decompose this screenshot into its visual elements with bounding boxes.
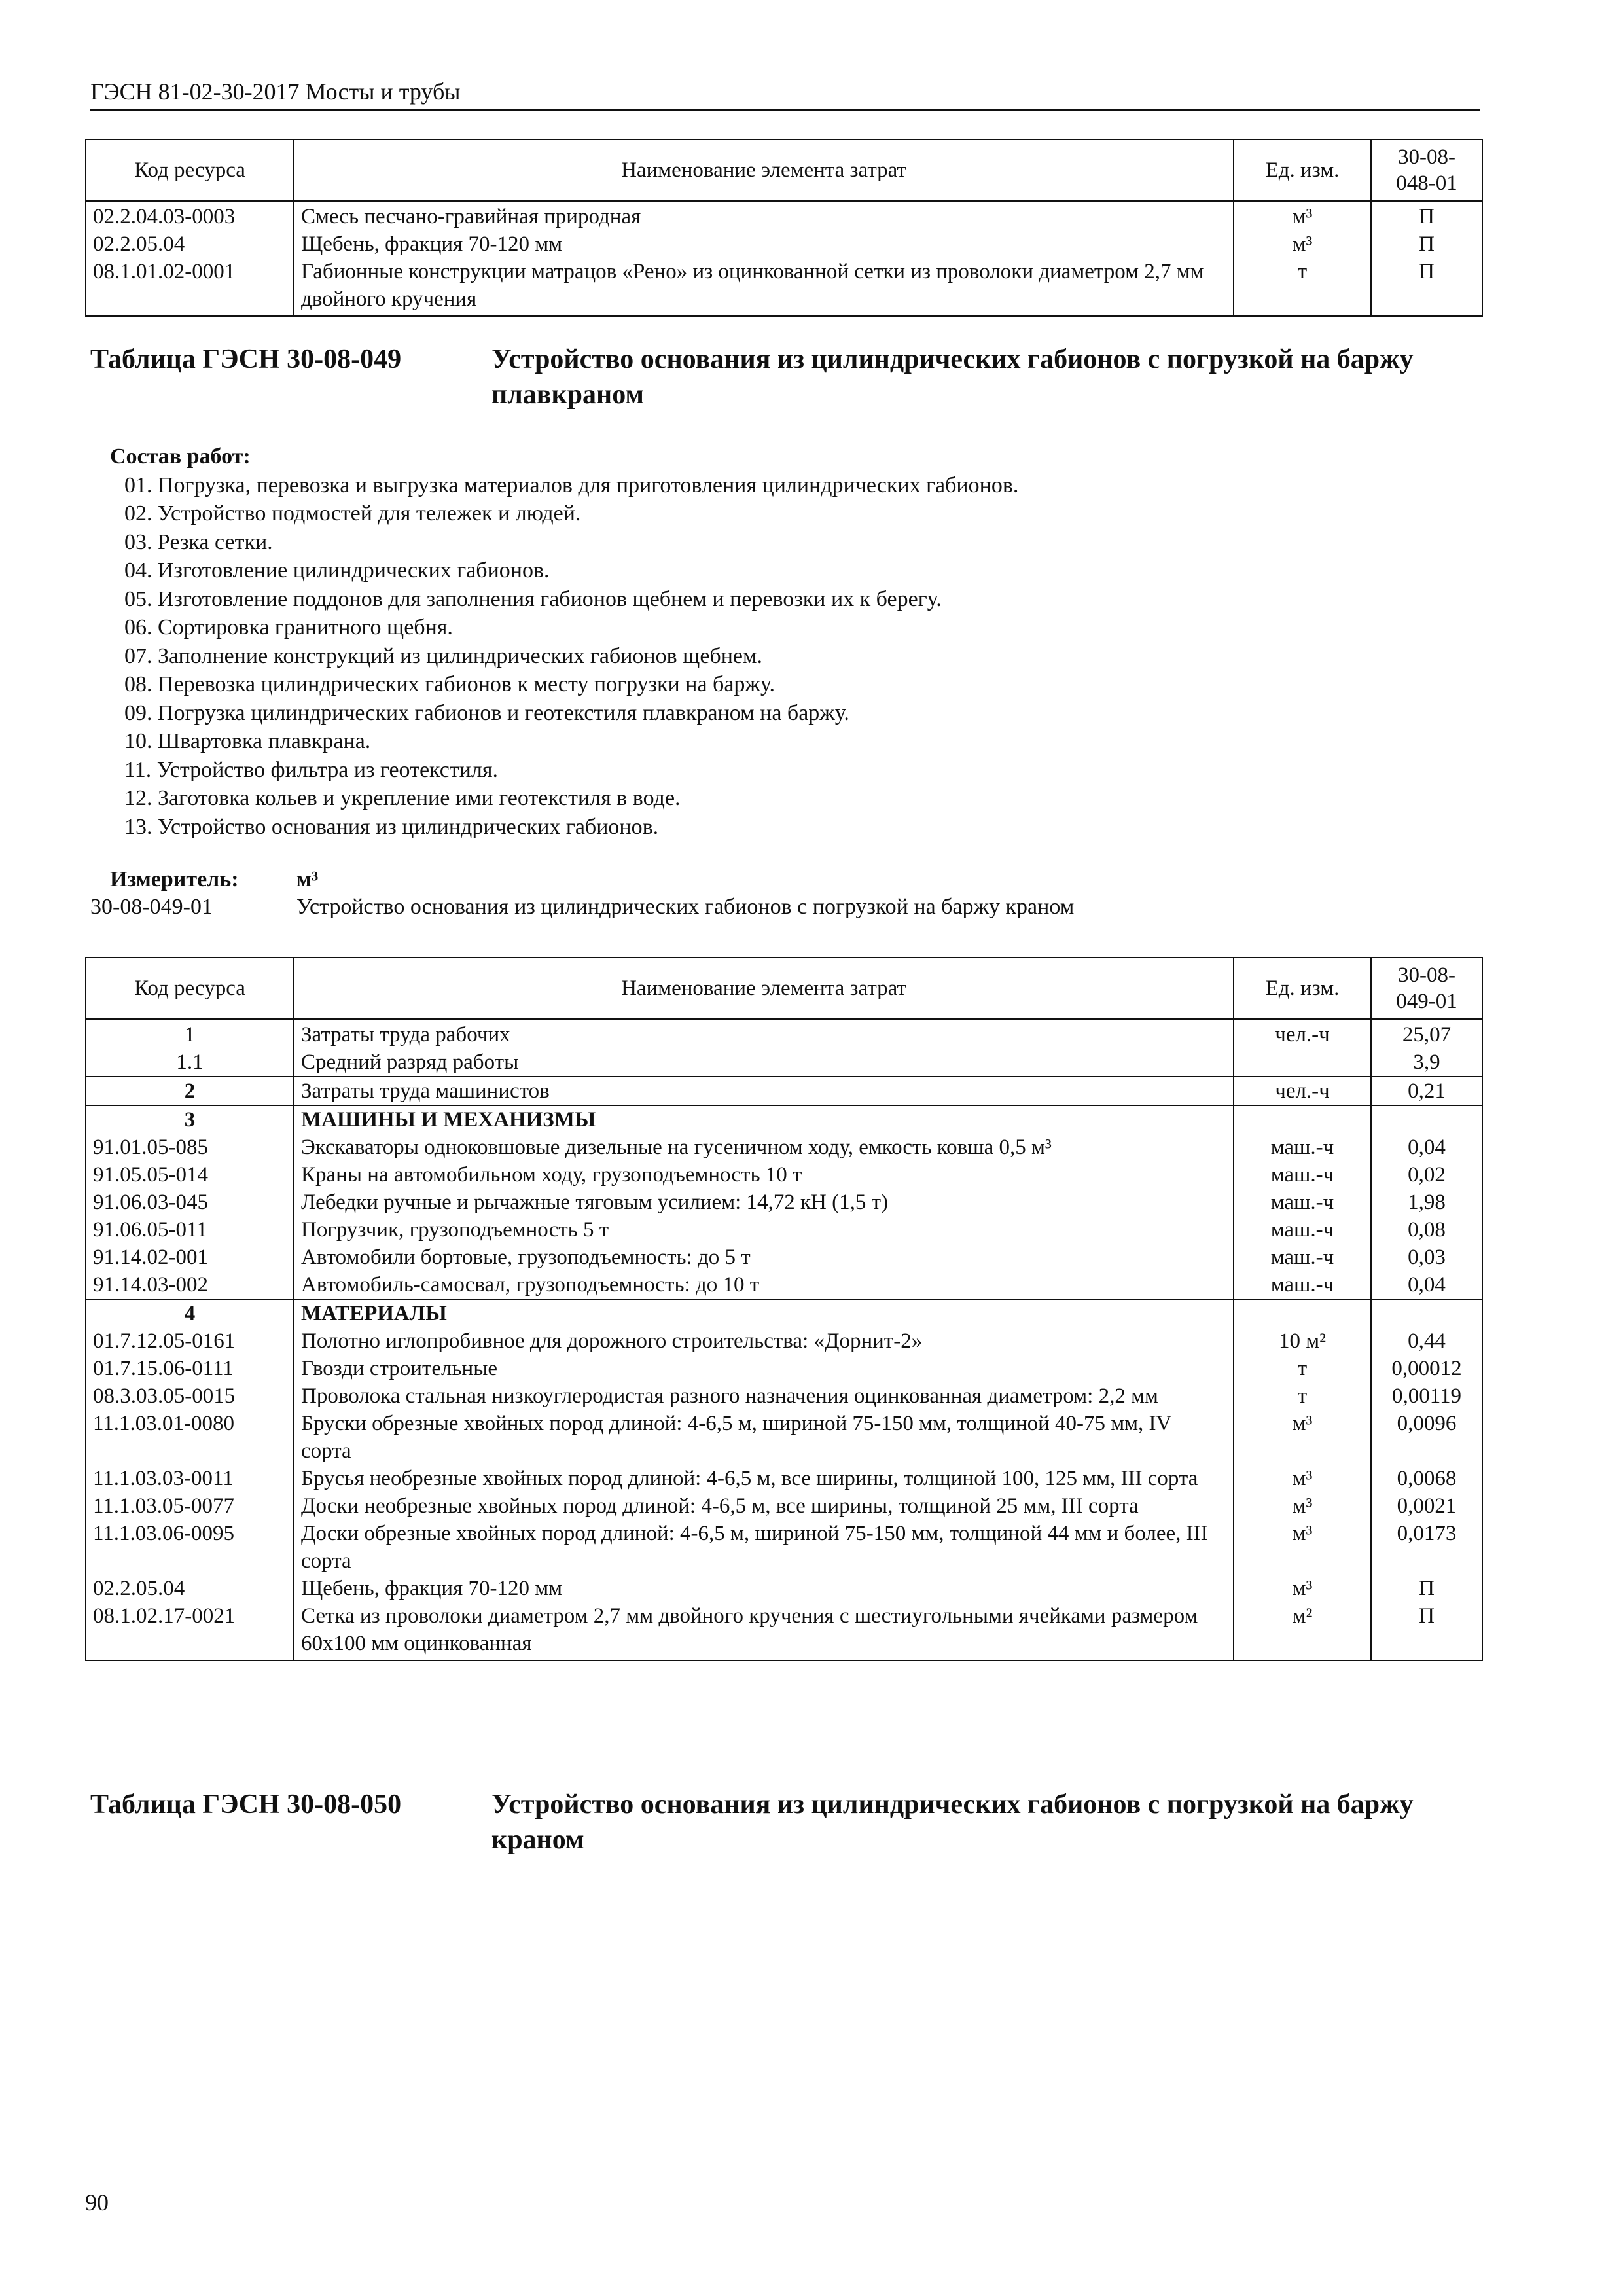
resource-table-048	[85, 139, 1483, 317]
resource-unit: т	[1234, 1355, 1371, 1382]
table-row	[86, 1134, 1482, 1161]
running-header: ГЭСН 81-02-30-2017 Мосты и трубы	[90, 77, 1480, 111]
resource-value: 0,44	[1371, 1327, 1482, 1355]
table-row	[86, 230, 1482, 258]
resource-value: 0,04	[1371, 1134, 1482, 1161]
work-item: 06. Сортировка гранитного щебня.	[124, 615, 453, 639]
resource-name: Погрузчик, грузоподъемность 5 т	[294, 1216, 1234, 1244]
work-item: 08. Перевозка цилиндрических габионов к месту погрузки на баржу.	[124, 672, 776, 696]
resource-code: 91.14.03-002	[86, 1271, 294, 1299]
resource-name: Затраты труда рабочих	[294, 1019, 1234, 1049]
table-row	[86, 1382, 1482, 1410]
resource-value: 0,00012	[1371, 1355, 1482, 1382]
resource-code: 3	[86, 1105, 294, 1134]
work-item: 02. Устройство подмостей для тележек и людей.	[124, 501, 581, 526]
table-row	[86, 1465, 1482, 1492]
resource-code: 91.01.05-085	[86, 1134, 294, 1161]
table-row	[86, 1575, 1482, 1602]
table-row	[86, 1244, 1482, 1271]
work-item: 07. Заполнение конструкций из цилиндрических габионов щебнем.	[124, 643, 763, 668]
resource-code: 11.1.03.05-0077	[86, 1492, 294, 1520]
page-number: 90	[85, 2189, 109, 2215]
table-row	[86, 1105, 1482, 1134]
work-item: 13. Устройство основания из цилиндрических габионов.	[124, 814, 659, 839]
resource-name: Гвозди строительные	[294, 1355, 1234, 1382]
resource-code: 91.06.03-045	[86, 1189, 294, 1216]
col-header-code: Код ресурса	[86, 139, 294, 201]
work-item: 09. Погрузка цилиндрических габионов и геотекстиля плавкраном на баржу.	[124, 700, 849, 725]
table-header-row	[86, 139, 1482, 201]
resource-name: Доски обрезные хвойных пород длиной: 4-6,5 м, шириной 75-150 мм, толщиной 44 мм и более, III сорта	[294, 1520, 1234, 1575]
resource-value: 0,0096	[1371, 1410, 1482, 1465]
resource-name: Доски необрезные хвойных пород длиной: 4-6,5 м, все ширины, толщиной 25 мм, III сорта	[294, 1492, 1234, 1520]
section-heading: МАТЕРИАЛЫ	[294, 1299, 1234, 1327]
resource-value: П	[1371, 1602, 1482, 1660]
resource-value: П	[1371, 1575, 1482, 1602]
resource-code: 11.1.03.01-0080	[86, 1410, 294, 1465]
resource-value: 0,04	[1371, 1271, 1482, 1299]
resource-unit: маш.-ч	[1234, 1216, 1371, 1244]
resource-value: 0,0021	[1371, 1492, 1482, 1520]
table-row	[86, 1520, 1482, 1575]
composition-heading: Состав работ:	[110, 444, 251, 469]
resource-code: 02.2.05.04	[86, 230, 294, 258]
table-label: Таблица ГЭСН 30-08-050	[90, 1789, 402, 1820]
resource-unit: маш.-ч	[1234, 1161, 1371, 1189]
resource-value	[1371, 1299, 1482, 1327]
table-row	[86, 1216, 1482, 1244]
col-header-name: Наименование элемента затрат	[294, 958, 1234, 1019]
resource-name: Экскаваторы одноковшовые дизельные на гусеничном ходу, емкость ковша 0,5 м³	[294, 1134, 1234, 1161]
work-item: 12. Заготовка кольев и укрепление ими геотекстиля в воде.	[124, 786, 681, 810]
rate-code: 30-08-049-01	[90, 895, 213, 919]
resource-unit: маш.-ч	[1234, 1244, 1371, 1271]
resource-unit	[1234, 1049, 1371, 1077]
col-header-code: Код ресурса	[86, 958, 294, 1019]
table-row	[86, 1077, 1482, 1105]
resource-code: 01.7.12.05-0161	[86, 1327, 294, 1355]
resource-value: 0,21	[1371, 1077, 1482, 1105]
meter-label: Измеритель:	[110, 867, 239, 891]
resource-code: 02.2.05.04	[86, 1575, 294, 1602]
resource-unit: т	[1234, 1382, 1371, 1410]
resource-value: 3,9	[1371, 1049, 1482, 1077]
resource-name: Автомобиль-самосвал, грузоподъемность: до 10 т	[294, 1271, 1234, 1299]
resource-unit: маш.-ч	[1234, 1189, 1371, 1216]
resource-value: 0,02	[1371, 1161, 1482, 1189]
resource-table-049	[85, 957, 1483, 1661]
resource-unit: м³	[1234, 201, 1371, 230]
resource-value	[1371, 1105, 1482, 1134]
col-header-name: Наименование элемента затрат	[294, 139, 1234, 201]
work-item: 04. Изготовление цилиндрических габионов.	[124, 558, 550, 583]
table-title: Устройство основания из цилиндрических габионов с погрузкой на баржу плавкраном	[491, 344, 1414, 410]
work-item: 05. Изготовление поддонов для заполнения габионов щебнем и перевозки их к берегу.	[124, 586, 942, 611]
resource-unit: м³	[1234, 1575, 1371, 1602]
resource-unit: маш.-ч	[1234, 1271, 1371, 1299]
resource-unit: маш.-ч	[1234, 1134, 1371, 1161]
work-item: 10. Швартовка плавкрана.	[124, 729, 371, 753]
resource-code: 11.1.03.06-0095	[86, 1520, 294, 1575]
resource-code: 02.2.04.03-0003	[86, 201, 294, 230]
resource-unit: чел.-ч	[1234, 1077, 1371, 1105]
table-row	[86, 1327, 1482, 1355]
resource-value: 0,00119	[1371, 1382, 1482, 1410]
resource-code: 08.1.01.02-0001	[86, 258, 294, 316]
resource-name: Средний разряд работы	[294, 1049, 1234, 1077]
resource-name: Смесь песчано-гравийная природная	[294, 201, 1234, 230]
resource-code: 08.1.02.17-0021	[86, 1602, 294, 1660]
resource-name: Автомобили бортовые, грузоподъемность: до 5 т	[294, 1244, 1234, 1271]
resource-unit: м³	[1234, 1465, 1371, 1492]
resource-value: П	[1371, 230, 1482, 258]
table-row	[86, 1355, 1482, 1382]
resource-unit: м³	[1234, 1410, 1371, 1465]
resource-unit: м³	[1234, 230, 1371, 258]
resource-unit: м³	[1234, 1520, 1371, 1575]
work-item: 11. Устройство фильтра из геотекстиля.	[124, 757, 498, 782]
resource-value: 1,98	[1371, 1189, 1482, 1216]
work-item: 03. Резка сетки.	[124, 529, 273, 554]
col-header-unit: Ед. изм.	[1234, 139, 1371, 201]
resource-value: П	[1371, 201, 1482, 230]
resource-code: 91.14.02-001	[86, 1244, 294, 1271]
table-label: Таблица ГЭСН 30-08-049	[90, 344, 402, 374]
resource-code: 91.05.05-014	[86, 1161, 294, 1189]
table-row	[86, 1410, 1482, 1465]
resource-code: 91.06.05-011	[86, 1216, 294, 1244]
table-row	[86, 1161, 1482, 1189]
resource-name: Затраты труда машинистов	[294, 1077, 1234, 1105]
meter-unit: м³	[296, 867, 319, 891]
work-composition	[110, 442, 1018, 841]
table-title: Устройство основания из цилиндрических габионов с погрузкой на баржу краном	[491, 1789, 1414, 1855]
resource-code: 11.1.03.03-0011	[86, 1465, 294, 1492]
resource-name: Сетка из проволоки диаметром 2,7 мм двойного кручения с шестиугольными ячейками размером 60х100 мм оцинкованная	[294, 1602, 1234, 1660]
col-header-rate: 30-08- 049-01	[1371, 958, 1482, 1019]
resource-name: Лебедки ручные и рычажные тяговым усилием: 14,72 кН (1,5 т)	[294, 1189, 1234, 1216]
table-row	[86, 1049, 1482, 1077]
resource-name: Проволока стальная низкоуглеродистая разного назначения оцинкованная диаметром: 2,2 мм	[294, 1382, 1234, 1410]
table-row	[86, 258, 1482, 316]
resource-unit: м³	[1234, 1492, 1371, 1520]
resource-value: П	[1371, 258, 1482, 316]
table-row	[86, 1299, 1482, 1327]
resource-name: Краны на автомобильном ходу, грузоподъемность 10 т	[294, 1161, 1234, 1189]
resource-value: 0,0068	[1371, 1465, 1482, 1492]
table-row	[86, 1271, 1482, 1299]
resource-value: 0,03	[1371, 1244, 1482, 1271]
col-header-rate: 30-08- 048-01	[1371, 139, 1482, 201]
resource-name: Бруски обрезные хвойных пород длиной: 4-6,5 м, шириной 75-150 мм, толщиной 40-75 мм, IV сорта	[294, 1410, 1234, 1465]
work-item: 01. Погрузка, перевозка и выгрузка материалов для приготовления цилиндрических габионов.	[124, 473, 1019, 497]
resource-unit: 10 м²	[1234, 1327, 1371, 1355]
table-header-row	[86, 958, 1482, 1019]
resource-unit: т	[1234, 258, 1371, 316]
resource-code: 1	[86, 1019, 294, 1049]
resource-code: 4	[86, 1299, 294, 1327]
resource-name: Щебень, фракция 70-120 мм	[294, 230, 1234, 258]
resource-value: 0,0173	[1371, 1520, 1482, 1575]
table-row	[86, 1492, 1482, 1520]
resource-unit	[1234, 1105, 1371, 1134]
resource-code: 1.1	[86, 1049, 294, 1077]
table-row	[86, 1602, 1482, 1660]
rate-description: Устройство основания из цилиндрических габионов с погрузкой на баржу краном	[296, 895, 1075, 919]
resource-unit: чел.-ч	[1234, 1019, 1371, 1049]
resource-name: Щебень, фракция 70-120 мм	[294, 1575, 1234, 1602]
resource-name: Брусья необрезные хвойных пород длиной: 4-6,5 м, все ширины, толщиной 100, 125 мм, III сорта	[294, 1465, 1234, 1492]
resource-unit	[1234, 1299, 1371, 1327]
resource-code: 08.3.03.05-0015	[86, 1382, 294, 1410]
section-heading: МАШИНЫ И МЕХАНИЗМЫ	[294, 1105, 1234, 1134]
resource-name: Полотно иглопробивное для дорожного строительства: «Дорнит-2»	[294, 1327, 1234, 1355]
resource-code: 01.7.15.06-0111	[86, 1355, 294, 1382]
resource-value: 25,07	[1371, 1019, 1482, 1049]
resource-code: 2	[86, 1077, 294, 1105]
table-row	[86, 1019, 1482, 1049]
resource-value: 0,08	[1371, 1216, 1482, 1244]
table-row	[86, 1189, 1482, 1216]
resource-unit: м²	[1234, 1602, 1371, 1660]
table-row	[86, 201, 1482, 230]
resource-name: Габионные конструкции матрацов «Рено» из оцинкованной сетки из проволоки диаметром 2,7 мм двойного кручения	[294, 258, 1234, 316]
col-header-unit: Ед. изм.	[1234, 958, 1371, 1019]
